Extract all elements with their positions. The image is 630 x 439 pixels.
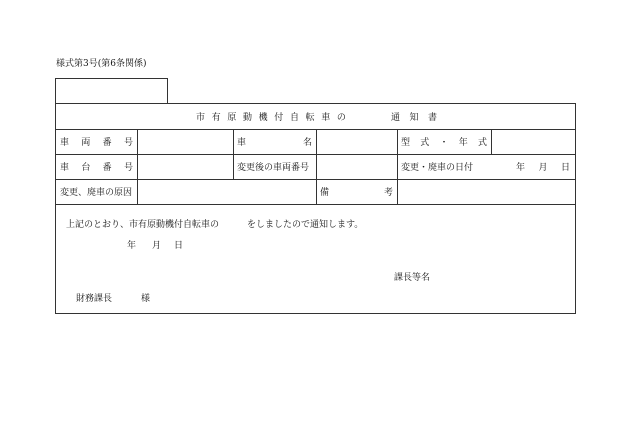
row-divider xyxy=(56,204,575,205)
title-right: 通 知 書 xyxy=(391,113,437,123)
col-divider xyxy=(316,179,317,204)
label-vehicle-name: 車 名 xyxy=(237,138,312,148)
title-left: 市 有 原 動 機 付 自 転 車 の xyxy=(196,113,346,123)
label-remarks: 備 考 xyxy=(320,188,393,198)
label-change-reason: 変更、廃車の原因 xyxy=(60,188,133,198)
col-divider xyxy=(397,129,398,204)
col-divider xyxy=(137,179,138,204)
notice-date-year: 年 xyxy=(127,241,137,251)
col-divider xyxy=(491,129,492,154)
label-new-vehicle-number: 変更後の車両番号 xyxy=(237,163,310,173)
recipient-title: 財務課長 xyxy=(76,294,113,304)
header-stamp-box xyxy=(55,78,168,103)
col-divider xyxy=(137,129,138,179)
notice-date-day: 日 xyxy=(174,241,184,251)
notice-date-month: 月 xyxy=(152,241,162,251)
notice-line-prefix: 上記のとおり、市有原動機付自転車の xyxy=(66,220,220,230)
notice-line-suffix: をしましたので通知します。 xyxy=(247,220,364,230)
label-model-year: 型 式 ・ 年 式 xyxy=(401,138,487,148)
label-vehicle-number: 車 両 番 号 xyxy=(60,138,133,148)
recipient-honorific: 様 xyxy=(141,294,151,304)
notice-form xyxy=(55,103,576,314)
label-chassis-number: 車 台 番 号 xyxy=(60,163,133,173)
form-caption: 様式第3号(第6条関係) xyxy=(56,59,147,69)
sender-name: 課長等名 xyxy=(394,273,431,283)
label-change-date: 変更・廃車の日付 xyxy=(401,163,474,173)
col-divider xyxy=(316,129,317,179)
change-date-parts: 年 月 日 xyxy=(516,163,570,173)
col-divider xyxy=(233,129,234,179)
